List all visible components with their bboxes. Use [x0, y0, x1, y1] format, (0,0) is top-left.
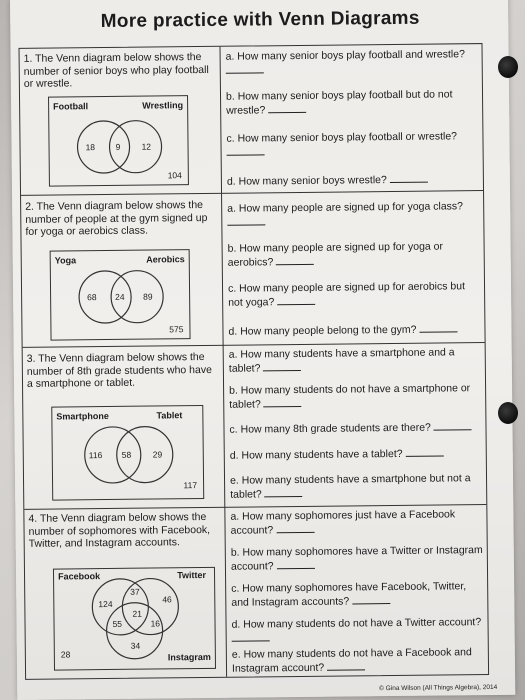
problem-4-question-c [231, 580, 483, 609]
problem-3-question-a [229, 346, 481, 375]
question-text: c. How many people are signed up for aerobics but not yoga? [227, 280, 466, 309]
question-text: a. How many sophomores just have a Facebook account? [230, 508, 456, 537]
question-text: b. How many people are signed up for yoga or aerobics? [227, 240, 444, 269]
venn-3-both: 58 [121, 449, 132, 460]
venn-4-outside: 28 [60, 649, 71, 660]
answer-blank[interactable] [276, 522, 314, 532]
question-text: a. How many senior boys play football and wrestle? [225, 48, 465, 63]
problem-2-question-d [228, 322, 480, 338]
question-text: e. How many students have a smartphone but not a tablet? [229, 472, 471, 501]
answer-blank[interactable] [227, 215, 265, 225]
question-text: d. How many students do not have a Twitter account? [231, 616, 482, 631]
answer-blank[interactable] [226, 63, 264, 73]
problem-grid [19, 43, 490, 680]
venn-4-twitter-only: 46 [162, 594, 172, 605]
question-text: b. How many students do not have a smartphone or tablet? [229, 382, 471, 411]
venn-4-label-facebook: Facebook [57, 571, 101, 582]
problem-4-question-a [230, 508, 482, 537]
venn-2-both: 24 [115, 291, 125, 302]
copyright-credit: © Gina Wilson (All Things Algebra), 2014 [379, 683, 498, 693]
problem-2-question-c [228, 280, 480, 309]
venn-4-twitter-instagram: 16 [150, 618, 161, 629]
problem-4-prompt: 4. The Venn diagram below shows the number of sophomores with Facebook, Twitter, and Instagram accounts. [28, 510, 211, 550]
venn-2-label-a: Yoga [54, 255, 77, 266]
problem-3-prompt: 3. The Venn diagram below shows the number of 8th grade students who have a smartphone or tablet. [26, 350, 212, 390]
question-text: c. How many sophomores have Facebook, Twitter, and Instagram accounts? [231, 580, 467, 609]
problem-1-question-b [226, 88, 478, 117]
venn-3-label-b: Tablet [156, 410, 183, 421]
problem-4-question-d [231, 616, 483, 645]
problem-3-question-d [230, 446, 482, 462]
venn-4-all-three: 21 [132, 608, 142, 619]
row-divider-1 [21, 190, 483, 196]
venn-4-instagram-only: 34 [130, 640, 141, 651]
problem-1-question-a [226, 48, 478, 77]
venn-3-outside: 117 [183, 480, 198, 491]
venn-diagram-2 [50, 249, 191, 340]
answer-blank[interactable] [277, 294, 315, 304]
answer-blank[interactable] [327, 660, 365, 670]
problem-2-prompt: 2. The Venn diagram below shows the number of people at the gym signed up for yoga or aerobics class. [25, 198, 208, 238]
venn-2-b-only: 89 [143, 291, 153, 302]
venn-2-outside: 575 [169, 324, 184, 335]
question-text: d. How many people belong to the gym? [228, 323, 417, 338]
problem-1-question-d [227, 172, 479, 188]
answer-blank[interactable] [263, 360, 301, 370]
venn-1-outside: 104 [167, 170, 182, 181]
venn-3-b-only: 29 [152, 449, 163, 460]
answer-blank[interactable] [227, 145, 265, 155]
question-text: d. How many senior boys wrestle? [226, 174, 387, 188]
worksheet-page [10, 0, 515, 700]
venn-1-label-b: Wrestling [142, 100, 184, 111]
problem-4-question-b [231, 544, 483, 573]
venn-3-label-a: Smartphone [56, 410, 109, 422]
venn-4-facebook-only: 124 [98, 598, 113, 610]
venn-diagram-1 [48, 95, 189, 186]
venn-1-b-only: 12 [141, 141, 152, 152]
answer-blank[interactable] [232, 631, 270, 641]
question-text: a. How many students have a smartphone and a tablet? [228, 346, 455, 375]
venn-3-a-only: 116 [88, 450, 103, 461]
answer-blank[interactable] [276, 254, 314, 264]
venn-2-a-only: 68 [87, 292, 97, 303]
venn-diagram-4 [53, 567, 216, 671]
binder-hole-top [498, 56, 518, 78]
problem-1-question-c [226, 130, 478, 159]
problem-3-question-b [229, 382, 481, 411]
venn-diagram-3 [51, 405, 204, 501]
problem-2-question-b [228, 240, 480, 269]
answer-blank[interactable] [265, 486, 303, 496]
answer-blank[interactable] [276, 558, 314, 568]
question-text: b. How many sophomores have a Twitter or Instagram account? [230, 544, 483, 573]
answer-blank[interactable] [405, 446, 443, 456]
venn-1-a-only: 18 [85, 142, 96, 153]
problem-3-question-c [229, 420, 481, 436]
answer-blank[interactable] [352, 594, 390, 604]
venn-1-label-a: Football [53, 101, 89, 112]
problem-4-question-e [232, 646, 484, 675]
answer-blank[interactable] [434, 420, 472, 430]
answer-blank[interactable] [390, 173, 428, 183]
question-text: a. How many people are signed up for yoga class? [227, 200, 464, 215]
problem-2-question-a [227, 200, 479, 229]
answer-blank[interactable] [268, 102, 306, 112]
question-text: c. How many 8th grade students are there? [229, 421, 431, 436]
question-text: b. How many senior boys play football but do not wrestle? [225, 88, 453, 117]
question-text: c. How many senior boys play football or wrestle? [226, 130, 458, 145]
venn-1-both: 9 [115, 141, 121, 152]
venn-4-facebook-instagram: 55 [112, 618, 123, 629]
answer-blank[interactable] [264, 396, 302, 406]
venn-4-label-twitter: Twitter [177, 569, 207, 581]
worksheet-title: More practice with Venn Diagrams [100, 7, 420, 33]
binder-hole-middle [498, 402, 518, 424]
question-text: d. How many students have a tablet? [229, 447, 403, 462]
answer-blank[interactable] [419, 322, 457, 332]
venn-4-facebook-twitter: 37 [130, 586, 140, 597]
question-text: e. How many students do not have a Facebook and Instagram account? [231, 646, 472, 675]
problem-3-question-e [230, 472, 482, 501]
venn-2-label-b: Aerobics [146, 254, 185, 265]
venn-4-label-instagram: Instagram [167, 651, 211, 663]
problem-1-prompt: 1. The Venn diagram below shows the number of senior boys who play football or wrestle. [23, 50, 209, 90]
